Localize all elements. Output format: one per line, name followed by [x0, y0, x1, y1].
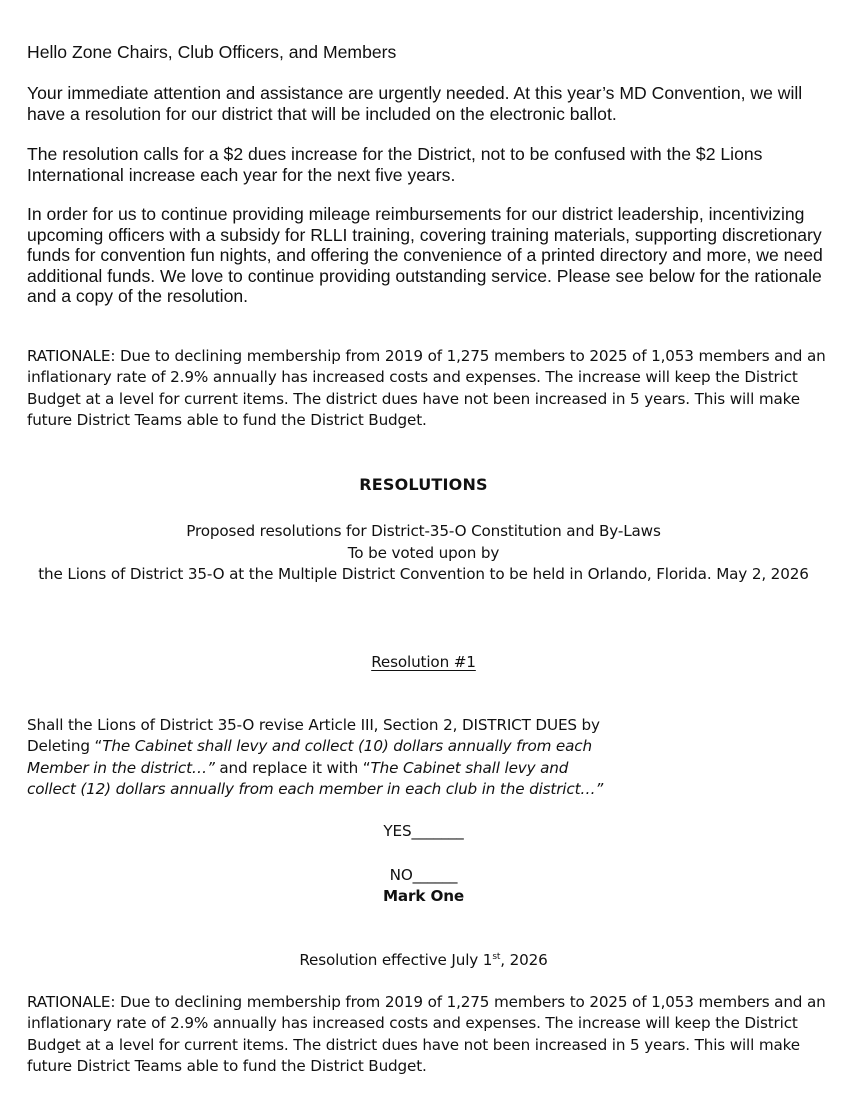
rationale-bottom: RATIONALE: Due to declining membership from 2019 of 1,275 members to 2025 of 1,053 members and an inflationary rate of 2.9% annually has increased costs and expenses. The increase will keep the District Budget at a level for current items. The district dues have not been increased in 5 years. This will make future District Teams able to fund the District Budget.: [27, 993, 826, 1075]
effective-date: [0, 950, 847, 971]
effective-date-prefix: Resolution effective July 1: [299, 951, 493, 969]
proposal-line-1: Proposed resolutions for District-35-O Constitution and By-Laws: [186, 522, 661, 540]
resolution-body-part1: Shall the Lions of District 35-O revise Article III, Section 2, DISTRICT DUES by Deleting “: [27, 716, 600, 756]
greeting: Hello Zone Chairs, Club Officers, and Members: [27, 42, 397, 62]
rationale-top: RATIONALE: Due to declining membership from 2019 of 1,275 members to 2025 of 1,053 members and an inflationary rate of 2.9% annually has increased costs and expenses. The increase will keep the District Budget at a level for current items. The district dues have not been increased in 5 years. This will make future District Teams able to fund the District Budget.: [27, 347, 826, 429]
mark-one-label: Mark One: [382, 887, 465, 905]
resolution-body-part2: and replace it with “: [214, 758, 371, 777]
intro-paragraph: Your immediate attention and assistance are urgently needed. At this year’s MD Convention, we will have a resolution for our district that will be included on the electronic ballot.: [27, 83, 803, 124]
effective-date-year: , 2026: [500, 951, 548, 969]
resolution-quote-old: The Cabinet shall levy and collect (10) dollars annually from each Member in the district…”: [27, 737, 592, 777]
resolutions-heading: RESOLUTIONS: [359, 475, 488, 494]
effective-date-suffix-sup: st: [492, 952, 501, 962]
no-vote-line: NO______: [389, 866, 458, 884]
proposal-line-3: the Lions of District 35-O at the Multiple District Convention to be held in Orlando, Florida. May 2, 2026: [38, 565, 809, 583]
funds-paragraph: In order for us to continue providing mileage reimbursements for our district leadership, incentivizing upcoming officers with a subsidy for RLLI training, covering training materials, supporting discretionary funds for convention fun nights, and offering the convenience of a printed directory and more, we need additional funds. We love to continue providing outstanding service. Please see below for the rationale and a copy of the resolution.: [27, 204, 823, 306]
resolution-quote-new: The Cabinet shall levy and collect (12) dollars annually from each member in each club in the district…”: [27, 758, 604, 798]
dues-paragraph: The resolution calls for a $2 dues increase for the District, not to be confused with the $2 Lions International increase each year for the next five years.: [27, 144, 763, 185]
proposal-line-2: To be voted upon by: [347, 544, 500, 562]
resolution-title: Resolution #1: [371, 653, 476, 671]
yes-vote-line: YES_______: [383, 822, 464, 840]
resolution-body: [27, 715, 609, 800]
